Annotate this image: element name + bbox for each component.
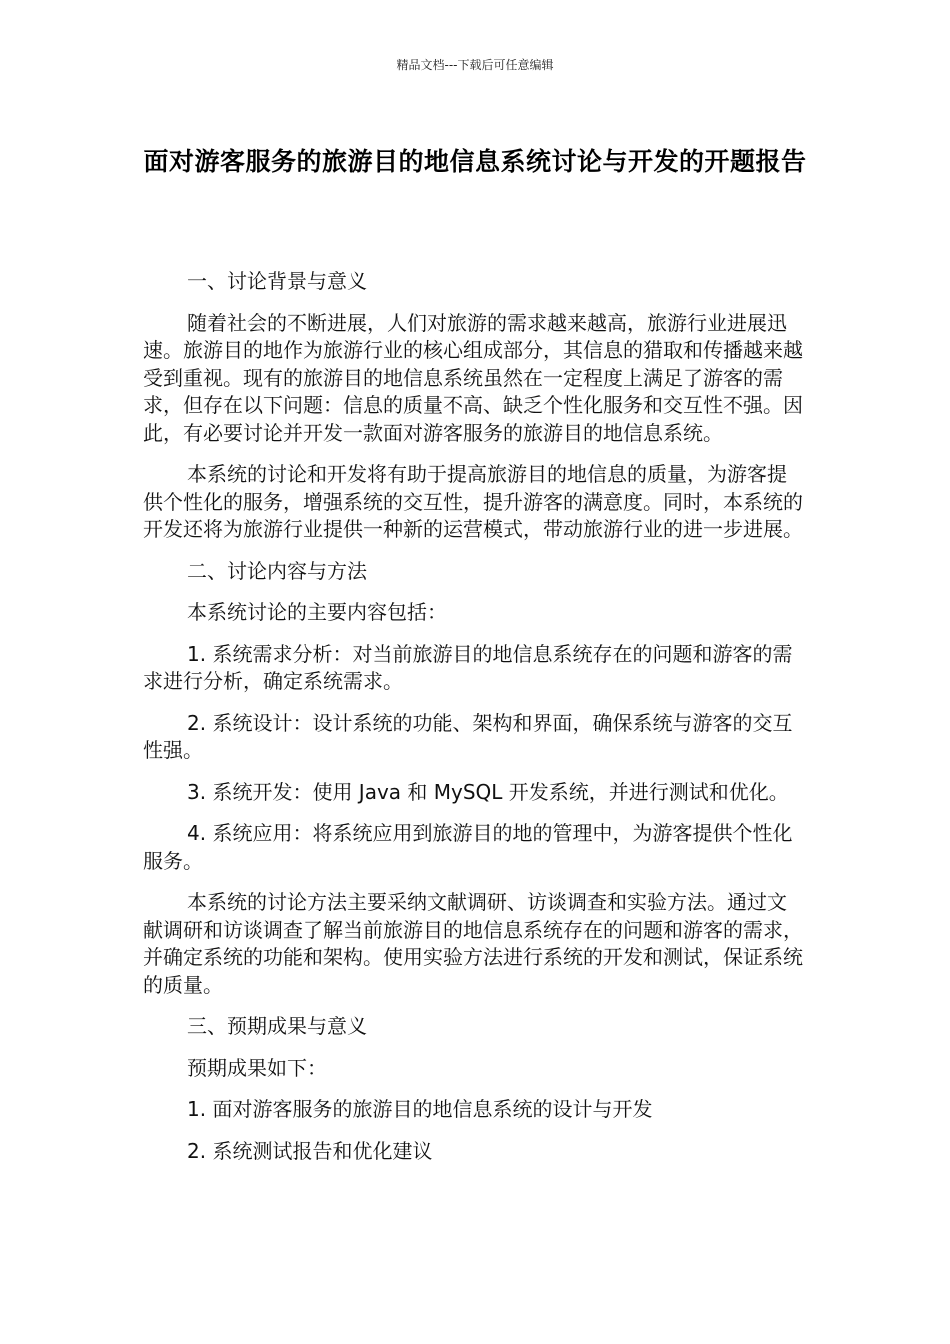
section-heading-outcomes: 三、预期成果与意义 [187, 1014, 367, 1038]
paragraph-content-intro: 本系统讨论的主要内容包括： [187, 600, 447, 624]
paragraph-background-1: 随着社会的不断进展，人们对旅游的需求越来越高，旅游行业进展迅速。旅游目的地作为旅游行业的核心组成部分，其信息的猎取和传播越来越受到重视。现有的旅游目的地信息系统虽然在一定程度上满足了游客的需求，但存在以下问题：信息的质量不高、缺乏个性化服务和交互性不强。因此，有必要讨论并开发一款面对游客服务的旅游目的地信息系统。 [143, 310, 803, 445]
document-title: 面对游客服务的旅游目的地信息系统讨论与开发的开题报告 [143, 147, 807, 176]
paragraph-background-2: 本系统的讨论和开发将有助于提高旅游目的地信息的质量，为游客提供个性化的服务，增强系统的交互性，提升游客的满意度。同时，本系统的开发还将为旅游行业提供一种新的运营模式，带动旅游行业的进一步进展。 [143, 462, 803, 541]
list-item-development: 3. 系统开发：使用 Java 和 MySQL 开发系统，并进行测试和优化。 [187, 779, 789, 804]
list-item-design: 2. 系统设计：设计系统的功能、架构和界面，确保系统与游客的交互性强。 [143, 710, 793, 762]
header-note: 精品文档---下载后可任意编辑 [396, 58, 554, 72]
section-heading-content-method: 二、讨论内容与方法 [187, 558, 367, 583]
list-item-application: 4. 系统应用：将系统应用到旅游目的地的管理中，为游客提供个性化服务。 [143, 821, 793, 873]
list-item-outcome-2: 2. 系统测试报告和优化建议 [187, 1138, 433, 1163]
list-item-requirements: 1. 系统需求分析：对当前旅游目的地信息系统存在的问题和游客的需求进行分析，确定系统需求。 [143, 641, 793, 693]
list-item-outcome-1: 1. 面对游客服务的旅游目的地信息系统的设计与开发 [187, 1097, 653, 1121]
section-heading-background: 一、讨论背景与意义 [187, 269, 367, 293]
document-body [143, 268, 803, 1179]
paragraph-outcomes-intro: 预期成果如下： [187, 1055, 327, 1080]
paragraph-method: 本系统的讨论方法主要采纳文献调研、访谈调查和实验方法。通过文献调研和访谈调查了解当前旅游目的地信息系统存在的问题和游客的需求，并确定系统的功能和架构。使用实验方法进行系统的开发和测试，保证系统的质量。 [143, 890, 803, 997]
